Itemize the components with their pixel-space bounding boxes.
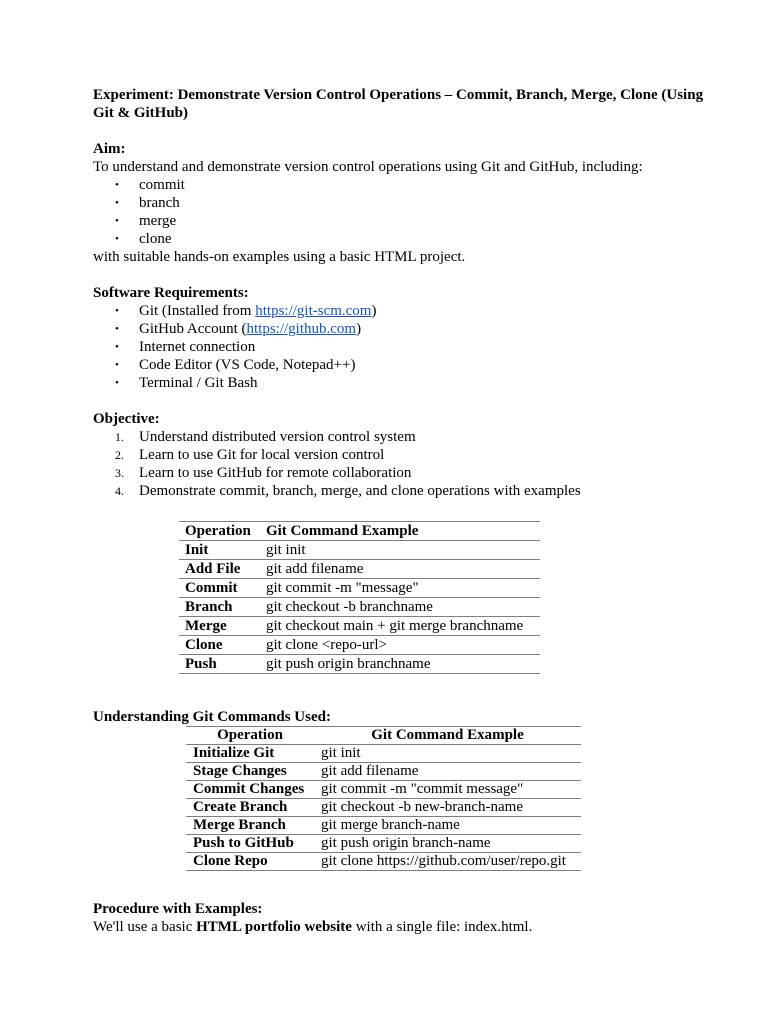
- list-item: 2. Learn to use Git for local version control: [115, 447, 385, 463]
- table-row: Initialize Git git init: [186, 745, 581, 763]
- objective-list: [93, 428, 713, 500]
- table-header-row: [179, 522, 540, 541]
- table-row: Clone Repo git clone https://github.com/user/repo.git: [186, 853, 581, 871]
- table-row: Add File git add filename: [179, 560, 540, 579]
- table-row: Init git init: [179, 541, 540, 560]
- list-number: 4.: [115, 484, 124, 498]
- software-heading: Software Requirements:: [93, 285, 249, 301]
- table-row: Merge Branch git merge branch-name: [186, 817, 581, 835]
- list-number: 2.: [115, 448, 124, 462]
- aim-list: [93, 176, 713, 248]
- list-item: • clone: [115, 231, 172, 247]
- list-item: • Git (Installed from https://git-scm.com): [115, 303, 377, 319]
- bullet-icon: •: [115, 305, 119, 317]
- bullet-icon: •: [115, 233, 119, 245]
- table-row: Merge git checkout main + git merge branchname: [179, 617, 540, 636]
- bullet-icon: •: [115, 179, 119, 191]
- document-title: Experiment: Demonstrate Version Control Operations – Commit, Branch, Merge, Clone (Using Git & GitHub): [93, 87, 704, 121]
- list-item: • Terminal / Git Bash: [115, 375, 258, 391]
- column-header: Operation: [179, 522, 260, 541]
- procedure-heading: Procedure with Examples:: [93, 901, 263, 917]
- list-item: • Internet connection: [115, 339, 256, 355]
- bullet-icon: •: [115, 341, 119, 353]
- aim-outro: with suitable hands-on examples using a basic HTML project.: [93, 249, 466, 265]
- list-item: • branch: [115, 195, 180, 211]
- column-header: Operation: [186, 727, 314, 745]
- software-list: [93, 302, 713, 392]
- operations-table: [179, 521, 540, 674]
- list-item: • Code Editor (VS Code, Notepad++): [115, 357, 356, 373]
- aim-intro: To understand and demonstrate version control operations using Git and GitHub, including:: [93, 159, 643, 175]
- bullet-icon: •: [115, 323, 119, 335]
- bullet-icon: •: [115, 359, 119, 371]
- table-row: Push to GitHub git push origin branch-name: [186, 835, 581, 853]
- bullet-icon: •: [115, 215, 119, 227]
- git-commands-heading: Understanding Git Commands Used:: [93, 709, 331, 725]
- table-row: Branch git checkout -b branchname: [179, 598, 540, 617]
- list-number: 3.: [115, 466, 124, 480]
- list-item: • commit: [115, 177, 185, 193]
- table-row: Push git push origin branchname: [179, 655, 540, 674]
- procedure-text: We'll use a basic HTML portfolio website with a single file: index.html.: [93, 919, 533, 935]
- list-item: • GitHub Account (https://github.com): [115, 321, 362, 337]
- objective-heading: Objective:: [93, 411, 160, 427]
- table-row: Commit Changes git commit -m "commit message": [186, 781, 581, 799]
- column-header: Git Command Example: [314, 727, 581, 745]
- list-item: 3. Learn to use GitHub for remote collaboration: [115, 465, 412, 481]
- git-scm-link[interactable]: https://git-scm.com: [255, 303, 372, 319]
- procedure-section: [93, 900, 713, 936]
- table-row: Stage Changes git add filename: [186, 763, 581, 781]
- bullet-icon: •: [115, 377, 119, 389]
- list-number: 1.: [115, 430, 124, 444]
- table-row: Commit git commit -m "message": [179, 579, 540, 598]
- column-header: Git Command Example: [260, 522, 540, 541]
- list-item: 4. Demonstrate commit, branch, merge, and clone operations with examples: [115, 483, 581, 499]
- list-item: 1. Understand distributed version control system: [115, 429, 416, 445]
- list-item: • merge: [115, 213, 177, 229]
- table-row: Clone git clone <repo-url>: [179, 636, 540, 655]
- table-header-row: [186, 727, 581, 745]
- aim-heading: Aim:: [93, 141, 126, 157]
- github-link[interactable]: https://github.com: [246, 321, 357, 337]
- table-row: Create Branch git checkout -b new-branch-name: [186, 799, 581, 817]
- document-body: [93, 86, 713, 500]
- bullet-icon: •: [115, 197, 119, 209]
- git-commands-table: [186, 726, 581, 871]
